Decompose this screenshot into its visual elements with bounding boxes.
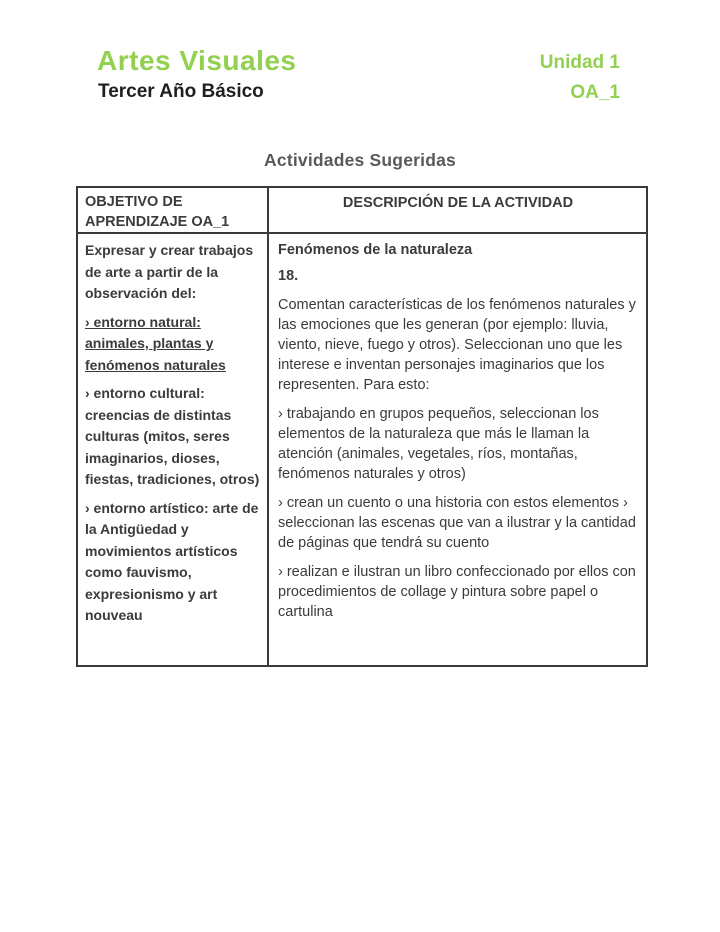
activity-paragraph-cuento: › crean un cuento o una historia con estos elementos › seleccionan las escenas que van a ilustrar y la cantidad de páginas que tendrá su cuento xyxy=(278,495,636,551)
section-title: Actividades Sugeridas xyxy=(264,150,456,170)
objective-item-entorno-cultural: › entorno cultural: creencias de distintas culturas (mitos, seres imaginarios, dioses, fiestas, tradiciones, otros) xyxy=(85,385,260,487)
objective-item-entorno-natural: › entorno natural: animales, plantas y fenómenos naturales xyxy=(85,313,226,373)
unit-block xyxy=(540,53,620,102)
page-subtitle: Tercer Año Básico xyxy=(98,81,264,102)
page-title: Artes Visuales xyxy=(97,45,297,76)
activity-paragraph-intro: Comentan características de los fenómenos naturales y las emociones que les generan (por ejemplo: lluvia, viento, nieve, fuego y otros). Seleccionan uno que les interese e inventan personajes imaginarios que los representen. Para esto: xyxy=(278,297,636,393)
objective-item-entorno-artistico: › entorno artístico: arte de la Antigüedad y movimientos artísticos como fauvismo, expresionismo y art nouveau xyxy=(85,499,259,623)
objective-header-cell: OBJETIVO DE APRENDIZAJE OA_1 xyxy=(78,188,269,234)
unit-label: Unidad 1 xyxy=(539,52,620,73)
activity-paragraph-libro: › realizan e ilustran un libro confeccionado por ellos con procedimientos de collage y pintura sobre papel o cartulina xyxy=(278,564,636,620)
oa-label: OA_1 xyxy=(570,82,620,103)
activity-number: 18. xyxy=(278,268,299,284)
objective-cell xyxy=(78,234,269,665)
activity-cell xyxy=(269,234,646,665)
activities-table xyxy=(76,186,648,667)
description-header-cell: DESCRIPCIÓN DE LA ACTIVIDAD xyxy=(269,188,646,234)
activity-paragraph-grupos: › trabajando en grupos pequeños, seleccionan los elementos de la naturaleza que más le llaman la atención (animales, vegetales, ríos, montañas, fenómenos naturales y otros) xyxy=(278,406,599,482)
activity-title: Fenómenos de la naturaleza xyxy=(278,242,473,258)
objective-intro: Expresar y crear trabajos de arte a partir de la observación del: xyxy=(85,242,254,301)
